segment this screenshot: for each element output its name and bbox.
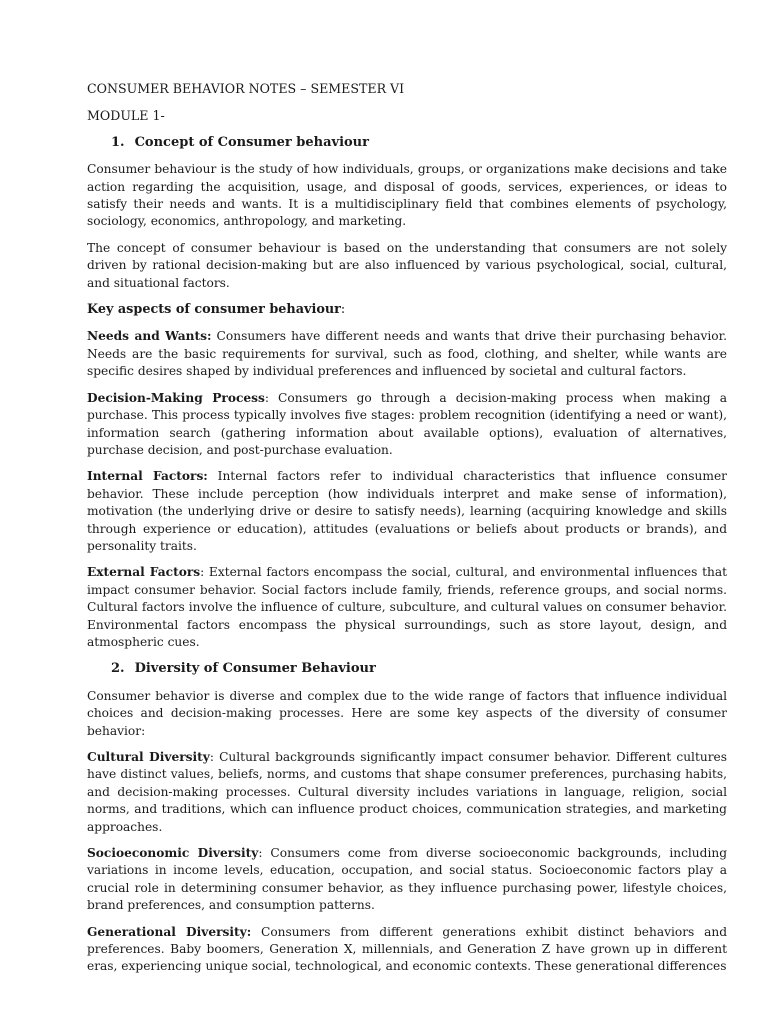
text-external-factors: : External factors encompass the social, cultural, and environmental influences that impact consumer behavior. Social factors include family, friends, reference groups, and social norms. Cultural factors involve the influence of culture, subculture, and cultural values on consumer behavior. Environmental factors encompass the physical surroundings, such as store layout, design, and atmospheric cues. [87,565,727,649]
text-internal-factors: Internal factors refer to individual characteristics that influence consumer behavior. These include perception (how individuals interpret and make sense of information), motivation (the underlying drive or desire to satisfy needs), learning (acquiring knowledge and skills through experience or education), attitudes (evaluations or beliefs about products or brands), and personality traits. [87,469,727,553]
term-needs-and-wants: Needs and Wants: [87,329,212,344]
section-2-heading [87,660,727,677]
paragraph-socioeconomic-diversity [87,845,727,915]
term-internal-factors: Internal Factors: [87,469,208,484]
paragraph-needs-and-wants [87,328,727,380]
section-1-paragraph-1: Consumer behaviour is the study of how individuals, groups, or organizations make decisions and take action regarding the acquisition, usage, and disposal of goods, services, experiences, or ideas to satisfy their needs and wants. It is a multidisciplinary field that combines elements of psychology, sociology, economics, anthropology, and marketing. [87,162,727,229]
text-decision-making: : Consumers go through a decision-making process when making a purchase. This process typically involves five stages: problem recognition (identifying a need or want), information search (gathering information about available options), evaluation of alternatives, purchase decision, and post-purchase evaluation. [87,390,727,457]
term-generational-diversity: Generational Diversity: [87,924,252,939]
section-1-title: Concept of Consumer behaviour [134,134,369,150]
paragraph-cultural-diversity [87,749,727,836]
key-aspects-heading [87,301,727,318]
document-header: CONSUMER BEHAVIOR NOTES – SEMESTER VI [87,81,405,96]
module-label: MODULE 1- [87,108,165,124]
section-1-heading [87,134,727,151]
text-cultural-diversity: : Cultural backgrounds significantly impact consumer behavior. Different cultures have distinct values, beliefs, norms, and customs that shape consumer preferences, purchasing habits, and decision-making processes. Cultural diversity includes variations in language, religion, social norms, and traditions, which can influence product choices, communication strategies, and marketing approaches. [87,750,727,834]
term-decision-making: Decision-Making Process [87,390,265,405]
text-needs-and-wants: Consumers have different needs and wants that drive their purchasing behavior. Needs are the basic requirements for survival, such as food, clothing, and shelter, while wants are specific desires shaped by individual preferences and influenced by societal and cultural factors. [87,329,727,379]
section-2-title: Diversity of Consumer Behaviour [134,661,376,677]
section-1-paragraph-2: The concept of consumer behaviour is based on the understanding that consumers are not solely driven by rational decision-making but are also influenced by various psychological, social, cultural, and situational factors. [87,240,727,290]
paragraph-decision-making [87,390,727,460]
section-2-number: 2. [111,661,125,677]
text-socioeconomic-diversity: : Consumers come from diverse socioeconomic backgrounds, including variations in income levels, education, occupation, and social status. Socioeconomic factors play a crucial role in determining consumer behavior, as they influence purchasing power, lifestyle choices, brand preferences, and consumption patterns. [87,846,727,913]
paragraph-generational-diversity [87,924,727,976]
section-2-intro: Consumer behavior is diverse and complex due to the wide range of factors that influence individual choices and decision-making processes. Here are some key aspects of the diversity of consumer behavior: [87,688,727,738]
document-body [87,80,727,985]
term-cultural-diversity: Cultural Diversity [87,750,210,764]
key-aspects-heading-text: Key aspects of consumer behaviour [87,302,341,318]
term-socioeconomic-diversity: Socioeconomic Diversity [87,846,259,861]
term-external-factors: External Factors [87,565,201,580]
section-1-number: 1. [111,134,125,150]
paragraph-internal-factors [87,468,727,555]
text-generational-diversity: Consumers from different generations exhibit distinct behaviors and preferences. Baby boomers, Generation X, millennials, and Generation Z have grown up in different eras, experiencing unique social, technological, and economic contexts. These generational differences [87,924,727,974]
paragraph-external-factors [87,564,727,651]
key-aspects-colon: : [340,302,346,318]
